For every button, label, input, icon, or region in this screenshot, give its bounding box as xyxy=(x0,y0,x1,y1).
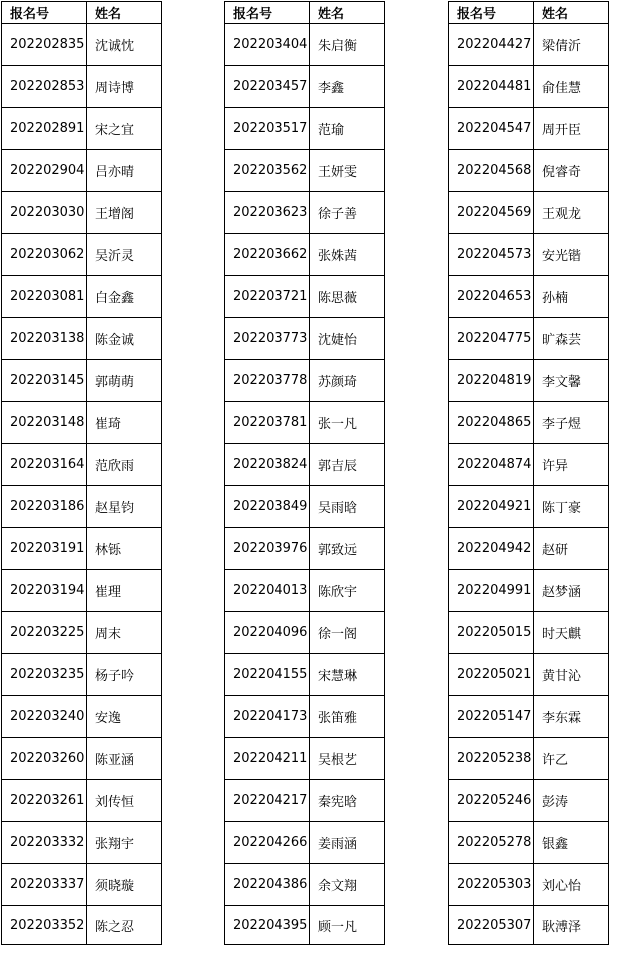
name-cell: 赵梦涵 xyxy=(534,570,609,612)
name-cell: 银鑫 xyxy=(534,822,609,864)
name-cell: 郭萌萌 xyxy=(87,360,162,402)
name-cell: 陈之忍 xyxy=(87,906,162,945)
table-row xyxy=(449,528,609,570)
name-cell: 王增阁 xyxy=(87,192,162,234)
name-cell: 许乙 xyxy=(534,738,609,780)
name-cell: 杨子吟 xyxy=(87,654,162,696)
name-cell: 倪睿奇 xyxy=(534,150,609,192)
table-row xyxy=(225,360,385,402)
header-name: 姓名 xyxy=(310,2,385,24)
name-cell: 耿溥泽 xyxy=(534,906,609,945)
table-row xyxy=(225,66,385,108)
registration-number-cell: 202202835 xyxy=(2,24,87,66)
registration-number-cell: 202204155 xyxy=(225,654,310,696)
table-row xyxy=(225,654,385,696)
table-row xyxy=(449,360,609,402)
name-cell: 许异 xyxy=(534,444,609,486)
name-cell: 郭吉辰 xyxy=(310,444,385,486)
name-cell: 张姝茜 xyxy=(310,234,385,276)
table-row xyxy=(2,864,162,906)
table-row xyxy=(449,612,609,654)
table-row xyxy=(449,696,609,738)
name-cell: 陈金诚 xyxy=(87,318,162,360)
name-cell: 苏颜琦 xyxy=(310,360,385,402)
registration-number-cell: 202205238 xyxy=(449,738,534,780)
header-row xyxy=(449,2,609,24)
table-row xyxy=(2,612,162,654)
registration-number-cell: 202203081 xyxy=(2,276,87,318)
table-row xyxy=(225,528,385,570)
table-row xyxy=(225,780,385,822)
table-row xyxy=(2,402,162,444)
table-row xyxy=(449,192,609,234)
name-cell: 范欣雨 xyxy=(87,444,162,486)
registration-number-cell: 202203778 xyxy=(225,360,310,402)
name-cell: 张笛雅 xyxy=(310,696,385,738)
registration-number-cell: 202204386 xyxy=(225,864,310,906)
table-row xyxy=(2,150,162,192)
table-row xyxy=(225,234,385,276)
registration-number-cell: 202203404 xyxy=(225,24,310,66)
header-row xyxy=(2,2,162,24)
table-row xyxy=(2,696,162,738)
registration-number-cell: 202202891 xyxy=(2,108,87,150)
registration-number-cell: 202203352 xyxy=(2,906,87,945)
name-cell: 沈诚忱 xyxy=(87,24,162,66)
registration-number-cell: 202203261 xyxy=(2,780,87,822)
registration-number-cell: 202204013 xyxy=(225,570,310,612)
table-row xyxy=(449,234,609,276)
registration-number-cell: 202203849 xyxy=(225,486,310,528)
registration-number-cell: 202203235 xyxy=(2,654,87,696)
table-row xyxy=(225,486,385,528)
name-cell: 崔理 xyxy=(87,570,162,612)
registration-number-cell: 202205303 xyxy=(449,864,534,906)
name-cell: 梁倩沂 xyxy=(534,24,609,66)
name-cell: 徐子善 xyxy=(310,192,385,234)
registration-number-cell: 202203030 xyxy=(2,192,87,234)
table-row xyxy=(449,822,609,864)
registration-number-cell: 202205278 xyxy=(449,822,534,864)
name-cell: 崔琦 xyxy=(87,402,162,444)
table-row xyxy=(449,570,609,612)
registration-number-cell: 202203186 xyxy=(2,486,87,528)
table-row xyxy=(449,654,609,696)
name-cell: 王观龙 xyxy=(534,192,609,234)
registration-number-cell: 202203164 xyxy=(2,444,87,486)
registration-number-cell: 202204775 xyxy=(449,318,534,360)
registration-number-cell: 202203191 xyxy=(2,528,87,570)
name-cell: 余文翔 xyxy=(310,864,385,906)
name-cell: 姜雨涵 xyxy=(310,822,385,864)
registration-number-cell: 202204921 xyxy=(449,486,534,528)
name-cell: 沈婕怡 xyxy=(310,318,385,360)
registration-number-cell: 202203457 xyxy=(225,66,310,108)
header-id: 报名号 xyxy=(225,2,310,24)
table-row xyxy=(2,234,162,276)
table-row xyxy=(2,276,162,318)
registration-number-cell: 202205307 xyxy=(449,906,534,945)
registration-number-cell: 202203225 xyxy=(2,612,87,654)
registration-number-cell: 202203062 xyxy=(2,234,87,276)
registration-number-cell: 202204173 xyxy=(225,696,310,738)
name-cell: 宋慧琳 xyxy=(310,654,385,696)
name-cell: 周诗博 xyxy=(87,66,162,108)
registration-number-cell: 202203240 xyxy=(2,696,87,738)
name-cell: 朱启衡 xyxy=(310,24,385,66)
table-row xyxy=(2,528,162,570)
name-cell: 刘心怡 xyxy=(534,864,609,906)
registration-number-cell: 202203976 xyxy=(225,528,310,570)
header-id: 报名号 xyxy=(2,2,87,24)
name-cell: 俞佳慧 xyxy=(534,66,609,108)
registration-number-cell: 202205147 xyxy=(449,696,534,738)
name-cell: 陈思薇 xyxy=(310,276,385,318)
table-row xyxy=(449,402,609,444)
table-row xyxy=(225,108,385,150)
table-row xyxy=(449,66,609,108)
table-row xyxy=(2,318,162,360)
roster-body xyxy=(2,24,162,945)
table-row xyxy=(449,150,609,192)
table-row xyxy=(2,66,162,108)
registration-number-cell: 202204874 xyxy=(449,444,534,486)
header-name: 姓名 xyxy=(534,2,609,24)
registration-number-cell: 202203332 xyxy=(2,822,87,864)
roster-table-2 xyxy=(224,1,385,945)
table-row xyxy=(449,780,609,822)
name-cell: 秦宪晗 xyxy=(310,780,385,822)
name-cell: 刘传恒 xyxy=(87,780,162,822)
table-row xyxy=(2,780,162,822)
table-row xyxy=(449,864,609,906)
registration-number-cell: 202203721 xyxy=(225,276,310,318)
table-row xyxy=(449,738,609,780)
name-cell: 安逸 xyxy=(87,696,162,738)
table-row xyxy=(225,822,385,864)
registration-number-cell: 202204266 xyxy=(225,822,310,864)
roster-table-3 xyxy=(448,1,609,945)
table-row xyxy=(449,108,609,150)
registration-number-cell: 202202904 xyxy=(2,150,87,192)
roster-body xyxy=(225,24,385,945)
registration-number-cell: 202203773 xyxy=(225,318,310,360)
name-cell: 陈亚涵 xyxy=(87,738,162,780)
registration-number-cell: 202202853 xyxy=(2,66,87,108)
name-cell: 安光锴 xyxy=(534,234,609,276)
table-row xyxy=(2,906,162,945)
table-row xyxy=(449,906,609,945)
registration-number-cell: 202203517 xyxy=(225,108,310,150)
registration-number-cell: 202203138 xyxy=(2,318,87,360)
table-row xyxy=(225,864,385,906)
name-cell: 吴雨晗 xyxy=(310,486,385,528)
registration-number-cell: 202204481 xyxy=(449,66,534,108)
table-row xyxy=(2,570,162,612)
name-cell: 时天麒 xyxy=(534,612,609,654)
header-name: 姓名 xyxy=(87,2,162,24)
registration-number-cell: 202203194 xyxy=(2,570,87,612)
table-row xyxy=(449,276,609,318)
registration-number-cell: 202203562 xyxy=(225,150,310,192)
table-row xyxy=(225,738,385,780)
table-row xyxy=(449,486,609,528)
registration-number-cell: 202205015 xyxy=(449,612,534,654)
registration-number-cell: 202203824 xyxy=(225,444,310,486)
name-cell: 李子煜 xyxy=(534,402,609,444)
header-row xyxy=(225,2,385,24)
registration-number-cell: 202204217 xyxy=(225,780,310,822)
registration-number-cell: 202204653 xyxy=(449,276,534,318)
registration-number-cell: 202203662 xyxy=(225,234,310,276)
name-cell: 李东霖 xyxy=(534,696,609,738)
table-row xyxy=(225,24,385,66)
name-cell: 周末 xyxy=(87,612,162,654)
name-cell: 吴沂灵 xyxy=(87,234,162,276)
table-row xyxy=(449,444,609,486)
header-id: 报名号 xyxy=(449,2,534,24)
registration-number-cell: 202203260 xyxy=(2,738,87,780)
name-cell: 彭涛 xyxy=(534,780,609,822)
table-row xyxy=(225,150,385,192)
registration-number-cell: 202204568 xyxy=(449,150,534,192)
table-row xyxy=(2,654,162,696)
table-row xyxy=(2,24,162,66)
table-row xyxy=(225,276,385,318)
table-row xyxy=(449,318,609,360)
table-row xyxy=(225,318,385,360)
table-row xyxy=(2,192,162,234)
registration-number-cell: 202203781 xyxy=(225,402,310,444)
table-row xyxy=(2,108,162,150)
name-cell: 黄甘沁 xyxy=(534,654,609,696)
registration-number-cell: 202204819 xyxy=(449,360,534,402)
name-cell: 赵星钧 xyxy=(87,486,162,528)
name-cell: 陈丁豪 xyxy=(534,486,609,528)
table-row xyxy=(2,486,162,528)
registration-number-cell: 202204096 xyxy=(225,612,310,654)
name-cell: 孙楠 xyxy=(534,276,609,318)
registration-number-cell: 202204211 xyxy=(225,738,310,780)
registration-number-cell: 202204573 xyxy=(449,234,534,276)
roster-table-1 xyxy=(1,1,162,945)
registration-number-cell: 202205021 xyxy=(449,654,534,696)
table-row xyxy=(225,612,385,654)
table-row xyxy=(2,822,162,864)
table-row xyxy=(225,570,385,612)
name-cell: 林铄 xyxy=(87,528,162,570)
name-cell: 周开臣 xyxy=(534,108,609,150)
name-cell: 王妍雯 xyxy=(310,150,385,192)
name-cell: 吴根艺 xyxy=(310,738,385,780)
name-cell: 郭致远 xyxy=(310,528,385,570)
registration-number-cell: 202203145 xyxy=(2,360,87,402)
registration-number-cell: 202204991 xyxy=(449,570,534,612)
name-cell: 顾一凡 xyxy=(310,906,385,945)
roster-body xyxy=(449,24,609,945)
registration-number-cell: 202203623 xyxy=(225,192,310,234)
name-cell: 陈欣宇 xyxy=(310,570,385,612)
name-cell: 李文馨 xyxy=(534,360,609,402)
table-row xyxy=(2,738,162,780)
table-row xyxy=(225,444,385,486)
table-row xyxy=(225,402,385,444)
registration-number-cell: 202204427 xyxy=(449,24,534,66)
table-row xyxy=(449,24,609,66)
name-cell: 吕亦晴 xyxy=(87,150,162,192)
registration-number-cell: 202204569 xyxy=(449,192,534,234)
name-cell: 李鑫 xyxy=(310,66,385,108)
table-row xyxy=(225,906,385,945)
name-cell: 张一凡 xyxy=(310,402,385,444)
registration-number-cell: 202205246 xyxy=(449,780,534,822)
name-cell: 张翔宇 xyxy=(87,822,162,864)
name-cell: 宋之宜 xyxy=(87,108,162,150)
registration-number-cell: 202204395 xyxy=(225,906,310,945)
registration-number-cell: 202204865 xyxy=(449,402,534,444)
name-cell: 旷森芸 xyxy=(534,318,609,360)
name-cell: 须晓璇 xyxy=(87,864,162,906)
registration-number-cell: 202204547 xyxy=(449,108,534,150)
name-cell: 白金鑫 xyxy=(87,276,162,318)
name-cell: 赵研 xyxy=(534,528,609,570)
name-cell: 范瑜 xyxy=(310,108,385,150)
table-row xyxy=(225,696,385,738)
table-row xyxy=(2,444,162,486)
table-row xyxy=(2,360,162,402)
name-cell: 徐一阁 xyxy=(310,612,385,654)
registration-number-cell: 202203337 xyxy=(2,864,87,906)
registration-number-cell: 202204942 xyxy=(449,528,534,570)
table-row xyxy=(225,192,385,234)
registration-number-cell: 202203148 xyxy=(2,402,87,444)
